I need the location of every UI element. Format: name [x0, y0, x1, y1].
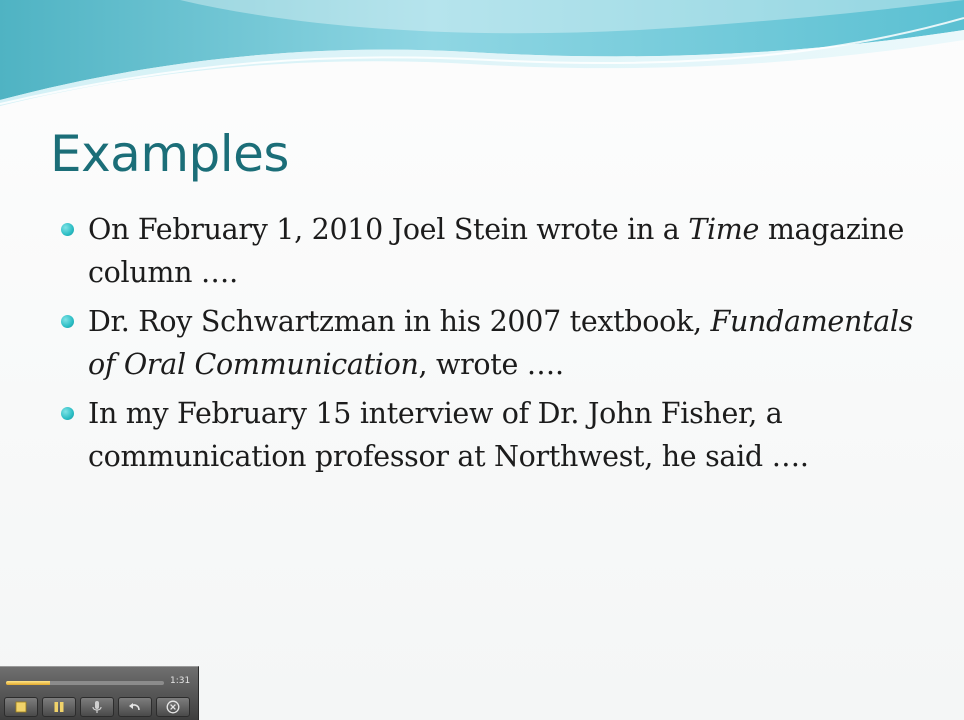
- rewind-button[interactable]: [118, 697, 152, 717]
- bullet-item: [60, 208, 920, 294]
- bullet-text: Dr. Roy Schwartzman in his 2007 textbook, Fundamentals of Oral Communication, wrote ….: [88, 305, 914, 381]
- bullet-text: In my February 15 interview of Dr. John Fisher, a communication professor at Northwest, he said ….: [88, 397, 809, 473]
- header-wave-decoration: [0, 0, 964, 110]
- bullet-list: [60, 208, 920, 484]
- microphone-button[interactable]: [80, 697, 114, 717]
- bullet-text: On February 1, 2010 Joel Stein wrote in a Time magazine column ….: [88, 213, 905, 289]
- stop-icon: [15, 701, 27, 713]
- close-button[interactable]: [156, 697, 190, 717]
- bullet-item: [60, 392, 920, 478]
- playback-time: 1:31: [170, 676, 191, 686]
- bullet-icon: [61, 315, 74, 328]
- stop-button[interactable]: [4, 697, 38, 717]
- close-icon: [166, 700, 180, 714]
- bullet-icon: [61, 223, 74, 236]
- bullet-item: [60, 300, 920, 386]
- progress-bar[interactable]: [6, 681, 164, 685]
- pause-button[interactable]: [42, 697, 76, 717]
- pause-icon: [53, 701, 65, 713]
- microphone-icon: [91, 700, 103, 714]
- slide-title: Examples: [50, 125, 289, 183]
- player-control-bar: [0, 666, 199, 720]
- bullet-icon: [61, 407, 74, 420]
- player-buttons: [4, 697, 190, 717]
- rewind-icon: [128, 701, 142, 713]
- progress-fill: [6, 681, 50, 685]
